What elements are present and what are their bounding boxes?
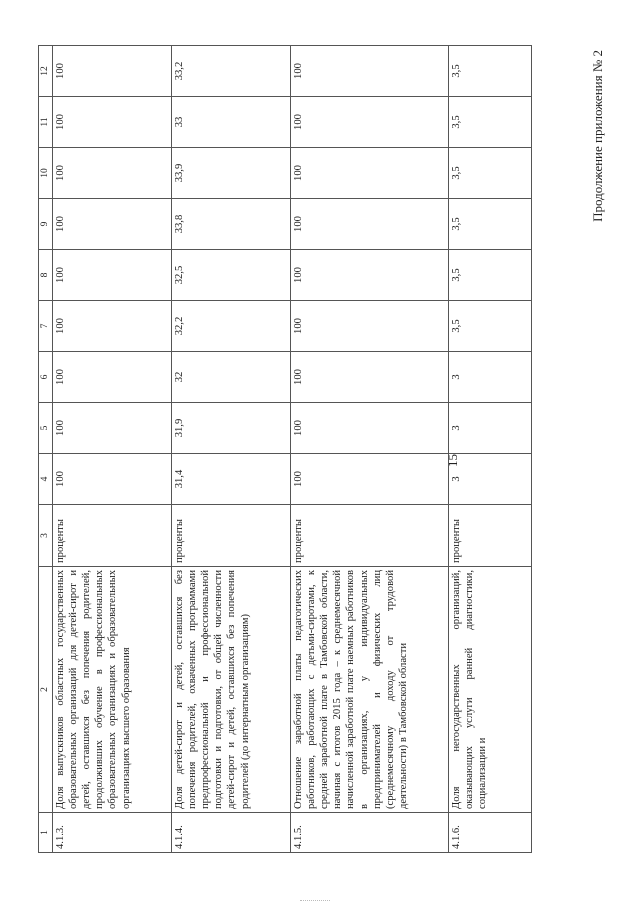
value-cell: 33,9 xyxy=(172,148,291,199)
value-cell: 31,9 xyxy=(172,403,291,454)
row-unit: проценты xyxy=(291,505,449,567)
header-cell: 1 xyxy=(39,813,53,853)
header-cell: 11 xyxy=(39,97,53,148)
header-cell: 12 xyxy=(39,46,53,97)
value-cell: 100 xyxy=(53,97,172,148)
value-cell: 100 xyxy=(53,301,172,352)
header-cell: 9 xyxy=(39,199,53,250)
value-cell: 3,5 xyxy=(449,301,532,352)
row-code: 4.1.5. xyxy=(291,813,449,853)
value-cell: 100 xyxy=(291,250,449,301)
header-cell: 7 xyxy=(39,301,53,352)
value-cell: 32,2 xyxy=(172,301,291,352)
row-code: 4.1.3. xyxy=(53,813,172,853)
row-indicator-name: Отношение заработной платы педагогических работников, работающих с детьми-сиротами, к средней заработной плате в Тамбовской области, начиная с итогов 2015 года – к среднемесячной начисленной заработной плате наемных работников в организациях, у индивидуальных предпринимателей и физических лиц (среднемесячному доходу от трудовой деятельности) в Тамбовской области xyxy=(291,567,449,813)
value-cell: 100 xyxy=(53,454,172,505)
value-cell: 100 xyxy=(53,148,172,199)
row-unit: проценты xyxy=(172,505,291,567)
row-indicator-name: Доля детей-сирот и детей, оставшихся без попечения родителей, охваченных программами предпрофессиональной и профессиональной подготовки и подготовки, от общей численности детей-сирот и детей, оставшихся без попечения родителей (до интернатным организациям) xyxy=(172,567,291,813)
value-cell: 100 xyxy=(291,199,449,250)
value-cell: 100 xyxy=(291,97,449,148)
value-cell: 33,8 xyxy=(172,199,291,250)
header-cell: 3 xyxy=(39,505,53,567)
header-cell: 4 xyxy=(39,454,53,505)
value-cell: 100 xyxy=(53,46,172,97)
row-indicator-name: Доля негосударственных организаций, оказывающих услуги ранней диагностики, социализации и xyxy=(451,570,489,809)
header-cell: 5 xyxy=(39,403,53,454)
value-cell: 3 xyxy=(449,352,532,403)
value-cell: 100 xyxy=(53,403,172,454)
value-cell: 100 xyxy=(53,352,172,403)
value-cell: 100 xyxy=(291,403,449,454)
table-row xyxy=(291,46,449,853)
value-cell: 3,5 xyxy=(449,46,532,97)
header-cell: 8 xyxy=(39,250,53,301)
row-unit: проценты xyxy=(449,505,532,567)
value-cell: 100 xyxy=(53,250,172,301)
value-cell: 32,5 xyxy=(172,250,291,301)
row-unit: проценты xyxy=(53,505,172,567)
value-cell: 100 xyxy=(291,148,449,199)
value-cell: 100 xyxy=(291,46,449,97)
value-cell: 33 xyxy=(172,97,291,148)
value-cell: 100 xyxy=(291,454,449,505)
table-row xyxy=(172,46,291,853)
margin-mark xyxy=(300,899,330,901)
header-row xyxy=(39,46,53,853)
row-code: 4.1.6. xyxy=(449,813,532,853)
header-cell: 2 xyxy=(39,567,53,813)
value-cell: 100 xyxy=(291,352,449,403)
header-cell: 10 xyxy=(39,148,53,199)
page-number: 15 xyxy=(445,454,460,467)
indicators-table xyxy=(38,45,532,853)
value-cell: 3 xyxy=(449,454,532,505)
value-cell: 32 xyxy=(172,352,291,403)
row-code: 4.1.4. xyxy=(172,813,291,853)
row-indicator-name-cell xyxy=(449,567,532,813)
continuation-caption: Продолжение приложения № 2 xyxy=(590,50,605,222)
value-cell: 33,2 xyxy=(172,46,291,97)
value-cell: 3,5 xyxy=(449,148,532,199)
value-cell: 3,5 xyxy=(449,199,532,250)
row-indicator-name: Доля выпускников областных государственных образовательных организаций для детей-сирот и детей, оставшихся без попечения родителей, продолживших обучение в профессиональных образовательных организациях и образовательных организациях высшего образования xyxy=(53,567,172,813)
header-cell: 6 xyxy=(39,352,53,403)
table-row xyxy=(449,46,532,853)
value-cell: 3 xyxy=(449,403,532,454)
value-cell: 100 xyxy=(291,301,449,352)
value-cell: 3,5 xyxy=(449,97,532,148)
value-cell: 100 xyxy=(53,199,172,250)
value-cell: 31,4 xyxy=(172,454,291,505)
table-row xyxy=(53,46,172,853)
value-cell: 3,5 xyxy=(449,250,532,301)
